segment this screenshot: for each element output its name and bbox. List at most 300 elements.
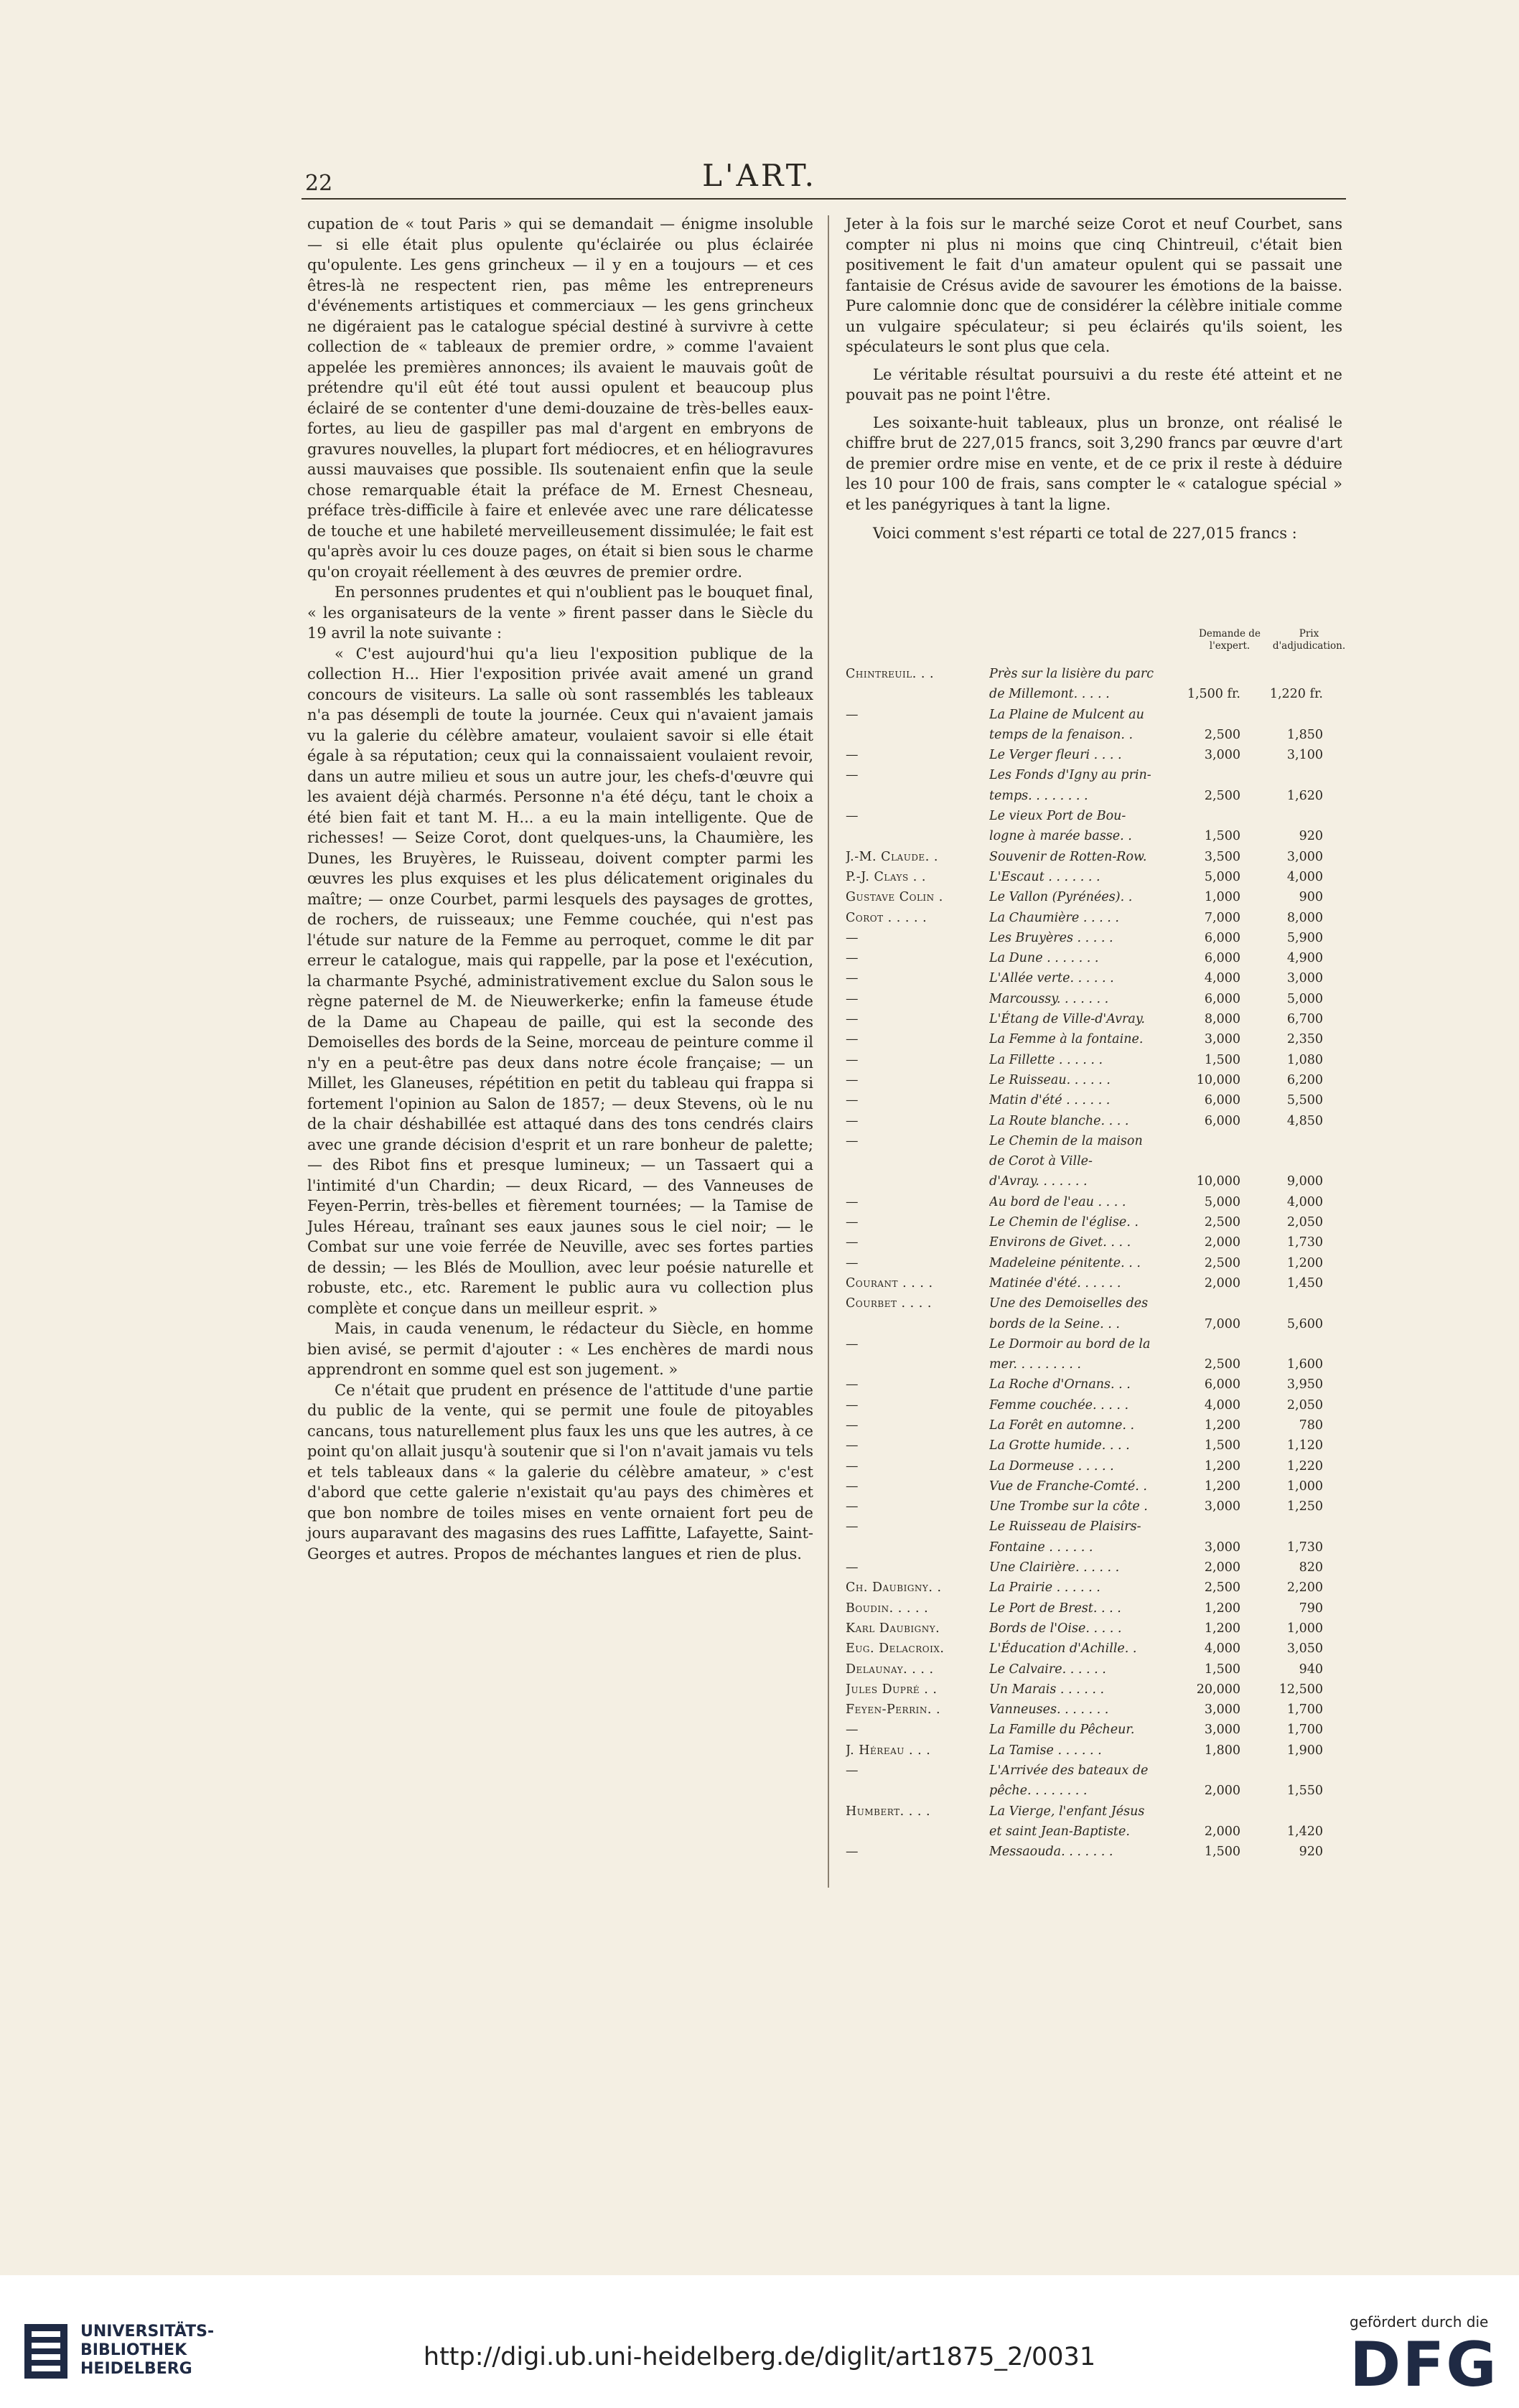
table-row	[846, 1415, 1348, 1435]
table-row	[846, 1781, 1348, 1801]
title-cell: Le Verger fleuri . . . .	[989, 748, 1122, 763]
dfg-logo: DFG	[1350, 2329, 1498, 2401]
table-row	[846, 1679, 1348, 1700]
title-cell: Femme couchée. . . . .	[989, 1397, 1129, 1413]
estimate-cell: 2,500	[1204, 727, 1240, 742]
price-cell: 1,420	[1286, 1824, 1323, 1839]
estimate-cell: 6,000	[1204, 951, 1240, 966]
title-cell: Le Ruisseau de Plaisirs-	[989, 1519, 1141, 1535]
estimate-cell: 3,000	[1204, 1540, 1240, 1555]
artist-cell: —	[846, 1235, 859, 1250]
table-row	[846, 1822, 1348, 1842]
price-cell: 790	[1299, 1601, 1323, 1616]
title-cell: Marcoussy. . . . . . .	[989, 991, 1109, 1006]
artist-cell: —	[846, 1499, 859, 1514]
estimate-cell: 1,200	[1204, 1621, 1240, 1636]
price-cell: 6,200	[1286, 1072, 1323, 1087]
table-row	[846, 1192, 1348, 1212]
library-name-line: BIBLIOTHEK	[80, 2341, 187, 2359]
title-cell: Le Calvaire. . . . . .	[989, 1662, 1106, 1677]
library-name-line: HEIDELBERG	[80, 2360, 192, 2378]
running-title: L'ART.	[702, 158, 817, 193]
price-cell: 3,050	[1286, 1641, 1323, 1657]
artist-cell: —	[846, 1133, 859, 1148]
artist-cell: —	[846, 1012, 859, 1027]
title-cell: La Chaumière . . . . .	[989, 910, 1119, 925]
table-row	[846, 684, 1348, 704]
title-cell: Le Ruisseau. . . . . .	[989, 1072, 1111, 1087]
artist-cell	[846, 1537, 989, 1557]
artist-cell: Ch. Daubigny. .	[846, 1580, 942, 1596]
artist-cell: —	[846, 971, 859, 986]
estimate-cell: 7,000	[1204, 910, 1240, 925]
table-row	[846, 1293, 1348, 1313]
artist-cell: Delaunay. . . .	[846, 1662, 934, 1677]
title-cell: Près sur la lisière du parc	[989, 667, 1154, 681]
table-row	[846, 725, 1348, 745]
table-row	[846, 1151, 1348, 1171]
title-cell: temps de la fenaison. .	[989, 727, 1134, 742]
price-cell: 2,050	[1286, 1397, 1323, 1413]
title-cell: Fontaine . . . . . .	[989, 1540, 1093, 1555]
artist-cell: —	[846, 1032, 859, 1047]
artist-cell	[846, 1354, 989, 1374]
title-cell: L'Escaut . . . . . . .	[989, 869, 1100, 884]
title-cell: Une Trombe sur la côte .	[989, 1499, 1148, 1514]
table-row	[846, 1476, 1348, 1496]
estimate-cell: 2,000	[1204, 1824, 1240, 1839]
estimate-cell: 1,500	[1204, 1052, 1240, 1067]
artist-cell: —	[846, 1113, 859, 1128]
title-cell: L'Arrivée des bateaux de	[989, 1763, 1149, 1779]
title-cell: La Femme à la fontaine.	[989, 1032, 1144, 1047]
price-cell	[1240, 1151, 1323, 1171]
price-cell: 5,900	[1286, 930, 1323, 945]
table-row	[846, 1435, 1348, 1456]
price-cell: 1,450	[1286, 1275, 1323, 1290]
table-row	[846, 1659, 1348, 1679]
price-cell	[1240, 1802, 1323, 1822]
artist-cell: —	[846, 1194, 859, 1209]
estimate-cell: 1,500 fr.	[1187, 687, 1240, 702]
price-cell: 1,730	[1286, 1540, 1323, 1555]
title-cell: La Dormeuse . . . . .	[989, 1458, 1114, 1474]
table-row	[846, 1111, 1348, 1131]
table-row	[846, 1314, 1348, 1334]
artist-cell	[846, 1822, 989, 1842]
title-cell: Les Fonds d'Igny au prin-	[989, 768, 1151, 783]
price-cell: 1,000	[1286, 1621, 1323, 1636]
artist-cell: —	[846, 991, 859, 1006]
estimate-cell: 4,000	[1204, 971, 1240, 986]
column-divider	[828, 215, 829, 1888]
artist-cell	[846, 1781, 989, 1801]
price-cell: 1,000	[1286, 1479, 1323, 1494]
price-cell: 9,000	[1286, 1174, 1323, 1189]
title-cell: logne à marée basse. .	[989, 829, 1132, 844]
table-row	[846, 705, 1348, 725]
table-row	[846, 806, 1348, 826]
artist-cell: —	[846, 1519, 859, 1535]
price-cell: 940	[1299, 1662, 1323, 1677]
title-cell: Au bord de l'eau . . . .	[989, 1194, 1126, 1209]
artist-cell: —	[846, 1397, 859, 1413]
title-cell: La Roche d'Ornans. . .	[989, 1377, 1131, 1392]
estimate-cell: 1,500	[1204, 1438, 1240, 1453]
estimate-cell: 20,000	[1196, 1682, 1240, 1697]
artist-cell: —	[846, 1336, 859, 1351]
estimate-cell: 2,000	[1204, 1560, 1240, 1575]
title-cell: La Dune . . . . . . .	[989, 951, 1099, 966]
column-header-estimate: Demande de l'expert.	[1199, 628, 1261, 652]
estimate-cell	[1172, 806, 1240, 826]
price-cell: 3,950	[1286, 1377, 1323, 1392]
estimate-cell: 2,000	[1204, 1275, 1240, 1290]
estimate-cell: 2,000	[1204, 1235, 1240, 1250]
artist-cell: Jules Dupré . .	[846, 1682, 938, 1697]
title-cell: mer. . . . . . . . .	[989, 1357, 1081, 1372]
artist-cell: —	[846, 1072, 859, 1087]
title-cell: Une Clairière. . . . . .	[989, 1560, 1120, 1575]
title-cell: Le vieux Port de Bou-	[989, 809, 1126, 824]
price-cell: 1,850	[1286, 727, 1323, 742]
artist-cell: —	[846, 1052, 859, 1067]
price-cell	[1240, 765, 1323, 785]
title-cell: La Famille du Pêcheur.	[989, 1723, 1135, 1738]
estimate-cell: 2,500	[1204, 1357, 1240, 1372]
title-cell: La Grotte humide. . . .	[989, 1438, 1130, 1453]
price-cell	[1240, 664, 1323, 684]
title-cell: Madeleine pénitente. . .	[989, 1255, 1141, 1270]
header-rule	[302, 198, 1346, 200]
price-cell: 1,200	[1286, 1255, 1323, 1270]
title-cell: Le Dormoir au bord de la	[989, 1336, 1151, 1351]
artist-cell	[846, 786, 989, 806]
table-row	[846, 928, 1348, 948]
estimate-cell	[1172, 1517, 1240, 1537]
estimate-cell: 3,000	[1204, 1702, 1240, 1718]
table-row	[846, 1700, 1348, 1720]
price-cell: 820	[1299, 1560, 1323, 1575]
estimate-cell	[1172, 664, 1240, 684]
artist-cell	[846, 1151, 989, 1171]
artist-cell: —	[846, 707, 859, 722]
table-row	[846, 948, 1348, 968]
estimate-cell: 7,000	[1204, 1316, 1240, 1331]
artist-cell: —	[846, 1845, 859, 1860]
estimate-cell: 10,000	[1196, 1174, 1240, 1189]
paragraph: Jeter à la fois sur le marché seize Corot et neuf Courbet, sans compter ni plus ni moins que cinq Chintreuil, c'était bien positivement le fait d'un amateur opulent qui se passait une fantaisie de Crésus avide de savourer les émotions de la baisse. Pure calomnie donc que de considérer la célèbre initiale comme un vulgaire spéculateur; si peu éclairés qu'ils soient, les spéculateurs le sont plus que cela.	[846, 215, 1342, 355]
estimate-cell: 6,000	[1204, 1377, 1240, 1392]
estimate-cell: 3,000	[1204, 1499, 1240, 1514]
sales-table-header	[846, 628, 1348, 664]
artist-cell: —	[846, 1763, 859, 1779]
artist-cell	[846, 1171, 989, 1191]
permalink-url[interactable]: http://digi.ub.uni-heidelberg.de/diglit/art1875_2/0031	[423, 2343, 1096, 2371]
price-cell: 4,850	[1286, 1113, 1323, 1128]
table-row	[846, 1578, 1348, 1598]
artist-cell: P.-J. Clays . .	[846, 869, 926, 884]
table-row	[846, 1639, 1348, 1659]
estimate-cell: 1,200	[1204, 1458, 1240, 1474]
estimate-cell: 6,000	[1204, 1093, 1240, 1108]
library-name-line: UNIVERSITÄTS-	[80, 2323, 215, 2341]
price-cell: 780	[1299, 1418, 1323, 1433]
column-header-price: Prix d'adjudication.	[1272, 628, 1346, 652]
estimate-cell: 1,800	[1204, 1743, 1240, 1758]
artist-cell: Humbert. . . .	[846, 1804, 931, 1819]
price-cell	[1240, 1517, 1323, 1537]
estimate-cell: 2,500	[1204, 788, 1240, 803]
table-row	[846, 826, 1348, 846]
artist-cell: Chintreuil. . .	[846, 667, 935, 681]
artist-cell	[846, 725, 989, 745]
paragraph: Ce n'était que prudent en présence de l'attitude d'une partie du public de la vente, qui se permit une foule de pitoyables cancans, tous naturellement plus faux les uns que les autres, à ce point qu'on allait jusqu'à soutenir que si l'on n'avait jamais vu tels et tels tableaux dans « la galerie du célèbre amateur, » c'est d'abord que cette galerie n'existait qu'au pays des chimères et que bon nombre de toiles mises en vente ornaient fort peu de jours auparavant des magasins des rues Laffitte, Lafayette, Saint-Georges et autres. Propos de méchantes langues et rien de plus.	[307, 1381, 813, 1563]
table-row	[846, 887, 1348, 907]
artist-cell	[846, 1314, 989, 1334]
artist-cell: Gustave Colin .	[846, 890, 943, 905]
title-cell: La Vierge, l'enfant Jésus	[989, 1804, 1145, 1819]
artist-cell: —	[846, 1560, 859, 1575]
artist-cell: Corot . . . . .	[846, 910, 927, 925]
paragraph: Le véritable résultat poursuivi a du reste été atteint et ne pouvait pas ne point l'être.	[846, 365, 1342, 403]
price-cell: 1,620	[1286, 788, 1323, 803]
artist-cell: —	[846, 768, 859, 783]
title-cell: La Route blanche. . . .	[989, 1113, 1129, 1128]
artist-cell: —	[846, 1093, 859, 1108]
artist-cell: —	[846, 1255, 859, 1270]
estimate-cell	[1172, 1761, 1240, 1781]
price-cell	[1240, 1334, 1323, 1354]
table-row	[846, 1802, 1348, 1822]
table-row	[846, 1253, 1348, 1273]
estimate-cell: 3,000	[1204, 748, 1240, 763]
price-cell: 1,220 fr.	[1269, 687, 1323, 702]
artist-cell: Courbet . . . .	[846, 1296, 932, 1311]
price-cell: 4,000	[1286, 1194, 1323, 1209]
table-row	[846, 867, 1348, 887]
table-row	[846, 1618, 1348, 1639]
table-row	[846, 664, 1348, 684]
price-cell: 1,730	[1286, 1235, 1323, 1250]
title-cell: temps. . . . . . . .	[989, 788, 1088, 803]
estimate-cell: 2,500	[1204, 1215, 1240, 1230]
estimate-cell: 3,000	[1204, 1723, 1240, 1738]
estimate-cell: 3,500	[1204, 849, 1240, 864]
title-cell: Le Port de Brest. . . .	[989, 1601, 1121, 1616]
price-cell: 1,220	[1286, 1458, 1323, 1474]
table-row	[846, 745, 1348, 765]
estimate-cell: 5,000	[1204, 1194, 1240, 1209]
table-row	[846, 1273, 1348, 1293]
estimate-cell: 6,000	[1204, 1113, 1240, 1128]
estimate-cell: 3,000	[1204, 1032, 1240, 1047]
table-row	[846, 968, 1348, 988]
artist-cell: J.-M. Claude. .	[846, 849, 938, 864]
price-cell: 4,900	[1286, 951, 1323, 966]
estimate-cell: 5,000	[1204, 869, 1240, 884]
price-cell: 1,700	[1286, 1723, 1323, 1738]
table-row	[846, 786, 1348, 806]
price-cell: 6,700	[1286, 1012, 1323, 1027]
estimate-cell: 1,500	[1204, 829, 1240, 844]
title-cell: La Tamise . . . . . .	[989, 1743, 1102, 1758]
estimate-cell: 1,200	[1204, 1479, 1240, 1494]
title-cell: d'Avray. . . . . . .	[989, 1174, 1088, 1189]
estimate-cell: 1,500	[1204, 1662, 1240, 1677]
paragraph: Les soixante-huit tableaux, plus un bronze, ont réalisé le chiffre brut de 227,015 francs, soit 3,290 francs par œuvre d'art de premier ordre mise en vente, et de ce prix il reste à déduire les 10 pour 100 de frais, sans compter le « catalogue spécial » et les panégyriques à tant la ligne.	[846, 413, 1342, 513]
left-column	[307, 214, 813, 1564]
price-cell: 1,900	[1286, 1743, 1323, 1758]
artist-cell: Boudin. . . . .	[846, 1601, 929, 1616]
price-cell: 1,250	[1286, 1499, 1323, 1514]
table-row	[846, 765, 1348, 785]
artist-cell: —	[846, 930, 859, 945]
price-cell: 2,350	[1286, 1032, 1323, 1047]
artist-cell: Courant . . . .	[846, 1275, 933, 1290]
paragraph: cupation de « tout Paris » qui se demandait — énigme insoluble — si elle était plus opulente qu'éclairée ou plus éclairée qu'opulente. Les gens grincheux — il y en a toujours — et ces êtres-là ne respectent rien, pas même les entrepreneurs d'événements artistiques et commerciaux — les gens grincheux ne digéraient pas le catalogue spécial destiné à survivre à cette collection de « tableaux de premier ordre, » comme l'avaient appelée les premières annonces; ils avaient le mauvais goût de prétendre qu'il eût été tout aussi opulent et beaucoup plus éclairé de se contenter d'une demi-douzaine de très-belles eaux-fortes, au lieu de gaspiller pas mal d'argent en embryons de gravures nouvelles, la plupart fort médiocres, et en héliogravures aussi mauvaises que possible. Ils soutenaient enfin que la seule chose remarquable était la préface de M. Ernest Chesneau, préface très-difficile à faire et enlevée avec une rare délicatesse de touche et une habileté merveilleusement dissimulée; le fait est qu'après avoir lu ces douze pages, on était si bien sous le charme qu'on croyait réellement à des œuvres de premier ordre.	[307, 215, 813, 581]
estimate-cell	[1172, 765, 1240, 785]
table-row	[846, 1212, 1348, 1232]
page-number: 22	[305, 171, 333, 196]
estimate-cell: 2,500	[1204, 1580, 1240, 1596]
artist-cell: Karl Daubigny.	[846, 1621, 940, 1636]
footer	[0, 2275, 1519, 2408]
title-cell: L'Étang de Ville-d'Avray.	[989, 1012, 1145, 1027]
estimate-cell: 1,500	[1204, 1845, 1240, 1860]
title-cell: Un Marais . . . . . .	[989, 1682, 1105, 1697]
title-cell: Les Bruyères . . . . .	[989, 930, 1113, 945]
title-cell: Environs de Givet. . . .	[989, 1235, 1131, 1250]
price-cell: 1,080	[1286, 1052, 1323, 1067]
table-row	[846, 1496, 1348, 1517]
sales-table-body	[846, 664, 1348, 1863]
table-row	[846, 1557, 1348, 1578]
price-cell: 3,100	[1286, 748, 1323, 763]
price-cell: 8,000	[1286, 910, 1323, 925]
price-cell: 3,000	[1286, 849, 1323, 864]
estimate-cell: 10,000	[1196, 1072, 1240, 1087]
table-intro: Voici comment s'est réparti ce total de 227,015 francs :	[873, 525, 1297, 542]
funded-by-text: gefördert durch die	[1350, 2313, 1489, 2330]
price-cell	[1240, 705, 1323, 725]
price-cell	[1240, 806, 1323, 826]
paragraph: « C'est aujourd'hui qu'a lieu l'exposition publique de la collection H... Hier l'exposition privée avait amené un grand concours de visiteurs. La salle où sont rassemblés les tableaux n'a pas désempli de toute la journée. Ceux qui n'avaient jamais vu la galerie du célèbre amateur, voulaient savoir si elle était égale à sa réputation; ceux qui la connaissaient voulaient revoir, dans un autre milieu et sous un autre jour, les chefs-d'œuvre qui les avaient déjà charmés. Personne n'a été déçu, tant le choix a été bien fait et tant M. H... a eu la main intelligente. Que de richesses! — Seize Corot, dont quelques-uns, la Chaumière, les Dunes, les Bruyères, le Ruisseau, doivent compter parmi les œuvres les plus exquises et les plus délicatement originales du maître; — onze Courbet, parmi lesquels des paysages de grottes, de rochers, de ruisseaux; une Femme couchée, qui n'est pas l'étude sur nature de la Femme au perroquet, comme le dit par erreur le catalogue, mais qui rappelle, par la pose et l'exécution, la charmante Psyché, administrativement exclue du Salon sous le règne paternel de M. de Nieuwerkerke; enfin la fameuse étude de la Dame au Chapeau de paille, qui est la seconde des Demoiselles des bords de la Seine, morceau de peinture comme il n'y en a peut-être pas deux dans notre école française; — un Millet, les Glaneuses, répétition en petit du tableau qui frappa si fortement l'opinion au Salon de 1857; — deux Stevens, où le nu de la chair déshabillée est attaqué dans des tons cendrés clairs avec une grande décision d'esprit et un rare bonheur de palette; — des Ribot fins et presque lumineux; — un Tassaert qui a l'intimité d'un Chardin; — deux Ricard, — des Vanneuses de Feyen-Perrin, très-belles et fièrement tournées; — la Tamise de Jules Héreau, traînant ses eaux jaunes sous le ciel noir; — le Combat sur une voie ferrée de Neuville, avec ses fortes parties de dessin; — les Blés de Moullion, avec leur poésie naturelle et robuste, etc., etc. Rarement le public aura vu collection plus complète et conçue dans un meilleur esprit. »	[307, 645, 813, 1317]
estimate-cell: 1,000	[1204, 890, 1240, 905]
table-row	[846, 1761, 1348, 1781]
title-cell: L'Allée verte. . . . . .	[989, 971, 1114, 986]
estimate-cell: 1,200	[1204, 1601, 1240, 1616]
paragraph: Mais, in cauda venenum, le rédacteur du Siècle, en homme bien avisé, se permit d'ajouter : « Les enchères de mardi nous apprendront en somme quel est son jugement. »	[307, 1320, 813, 1378]
table-row	[846, 1232, 1348, 1252]
artist-cell: —	[846, 1479, 859, 1494]
artist-cell: —	[846, 1418, 859, 1433]
estimate-cell	[1172, 705, 1240, 725]
artist-cell: —	[846, 1377, 859, 1392]
table-row	[846, 1334, 1348, 1354]
price-cell: 900	[1299, 890, 1323, 905]
price-cell: 1,120	[1286, 1438, 1323, 1453]
artist-cell: J. Héreau . . .	[846, 1743, 931, 1758]
title-cell: Matinée d'été. . . . . .	[989, 1275, 1121, 1290]
estimate-cell	[1172, 1334, 1240, 1354]
title-cell: bords de la Seine. . .	[989, 1316, 1120, 1331]
title-cell: La Fillette . . . . . .	[989, 1052, 1103, 1067]
artist-cell: —	[846, 1438, 859, 1453]
estimate-cell: 8,000	[1204, 1012, 1240, 1027]
table-row	[846, 1395, 1348, 1415]
paragraph: En personnes prudentes et qui n'oublient pas le bouquet final, « les organisateurs de la vente » firent passer dans le Siècle du 19 avril la note suivante :	[307, 584, 813, 642]
title-cell: de Corot à Ville-	[989, 1154, 1093, 1169]
estimate-cell: 2,500	[1204, 1255, 1240, 1270]
estimate-cell	[1172, 1293, 1240, 1313]
title-cell: de Millemont. . . . .	[989, 687, 1110, 702]
title-cell: Matin d'été . . . . . .	[989, 1093, 1111, 1108]
artist-cell: —	[846, 951, 859, 966]
price-cell	[1240, 1761, 1323, 1781]
title-cell: La Prairie . . . . . .	[989, 1580, 1100, 1596]
estimate-cell: 4,000	[1204, 1641, 1240, 1657]
estimate-cell: 1,200	[1204, 1418, 1240, 1433]
price-cell: 12,500	[1279, 1682, 1323, 1697]
table-row	[846, 1598, 1348, 1618]
table-row	[846, 1009, 1348, 1029]
right-column	[846, 214, 1342, 544]
artist-cell	[846, 684, 989, 704]
table-row	[846, 1090, 1348, 1110]
price-cell: 5,500	[1286, 1093, 1323, 1108]
price-cell: 1,600	[1286, 1357, 1323, 1372]
table-row	[846, 1741, 1348, 1761]
table-row	[846, 1537, 1348, 1557]
title-cell: Souvenir de Rotten-Row.	[989, 849, 1147, 864]
table-row	[846, 1171, 1348, 1191]
price-cell: 1,550	[1286, 1784, 1323, 1799]
table-row	[846, 908, 1348, 928]
artist-cell: —	[846, 1458, 859, 1474]
price-cell: 5,000	[1286, 991, 1323, 1006]
price-cell	[1240, 1293, 1323, 1313]
price-cell: 2,050	[1286, 1215, 1323, 1230]
price-cell: 4,000	[1286, 869, 1323, 884]
table-row	[846, 1842, 1348, 1862]
title-cell: Le Vallon (Pyrénées). .	[989, 890, 1133, 905]
price-cell	[1240, 1131, 1323, 1151]
price-cell: 920	[1299, 829, 1323, 844]
table-row	[846, 1354, 1348, 1374]
table-row	[846, 1070, 1348, 1090]
table-row	[846, 847, 1348, 867]
table-row	[846, 989, 1348, 1009]
table-row	[846, 1131, 1348, 1151]
estimate-cell	[1172, 1802, 1240, 1822]
title-cell: Messaouda. . . . . . .	[989, 1845, 1113, 1860]
artist-cell: —	[846, 1723, 859, 1738]
title-cell: L'Éducation d'Achille. .	[989, 1641, 1137, 1657]
title-cell: La Plaine de Mulcent au	[989, 707, 1144, 722]
price-cell: 5,600	[1286, 1316, 1323, 1331]
artist-cell: Feyen-Perrin. .	[846, 1702, 941, 1718]
title-cell: Vanneuses. . . . . . .	[989, 1702, 1109, 1718]
title-cell: Vue de Franche-Comté. .	[989, 1479, 1147, 1494]
sales-table	[846, 628, 1348, 1863]
title-cell: Bords de l'Oise. . . . .	[989, 1621, 1122, 1636]
title-cell: La Forêt en automne. .	[989, 1418, 1135, 1433]
price-cell: 3,000	[1286, 971, 1323, 986]
estimate-cell	[1172, 1131, 1240, 1151]
title-cell: Une des Demoiselles des	[989, 1296, 1149, 1311]
estimate-cell: 6,000	[1204, 991, 1240, 1006]
